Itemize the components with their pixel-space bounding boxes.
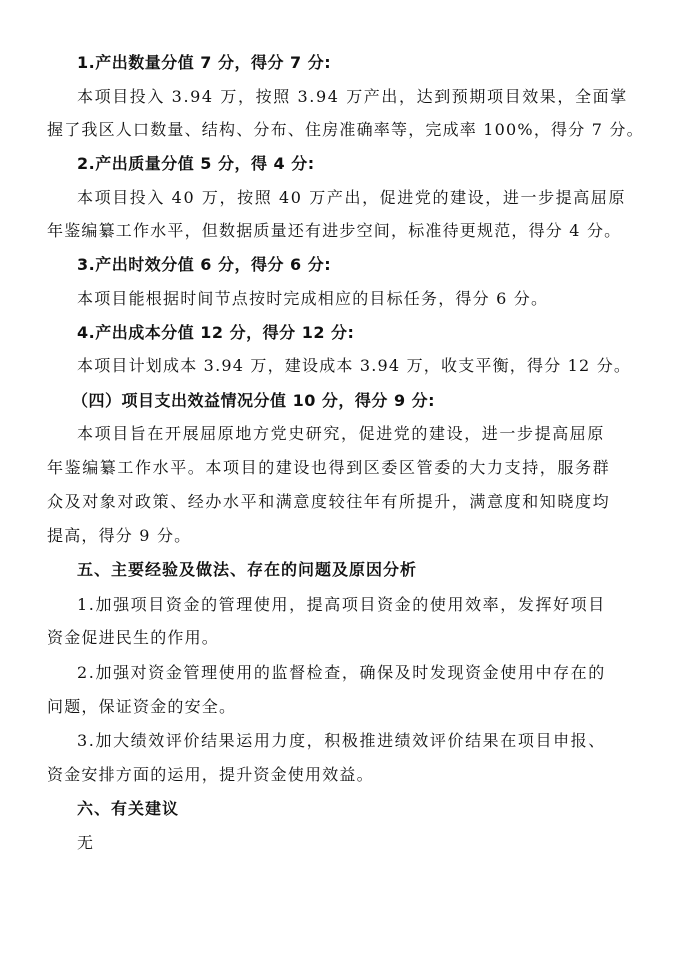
heading-output-quality: 2.产出质量分值 5 分，得 4 分: — [77, 154, 315, 173]
paragraph-line: 提高，得分 9 分。 — [47, 526, 192, 545]
paragraph-line: 握了我区人口数量、结构、分布、住房准确率等，完成率 100%，得分 7 分。 — [47, 120, 644, 139]
paragraph-line: 众及对象对政策、经办水平和满意度较往年有所提升，满意度和知晓度均 — [47, 492, 611, 511]
paragraph-line: 本项目计划成本 3.94 万，建设成本 3.94 万，收支平衡，得分 12 分。 — [77, 356, 632, 375]
paragraph-line: 年鉴编纂工作水平，但数据质量还有进步空间，标准待更规范，得分 4 分。 — [47, 221, 622, 240]
heading-output-timeliness: 3.产出时效分值 6 分，得分 6 分: — [77, 255, 332, 274]
paragraph-line: 3.加大绩效评价结果运用力度，积极推进绩效评价结果在项目申报、 — [77, 731, 606, 750]
paragraph-line: 本项目能根据时间节点按时完成相应的目标任务，得分 6 分。 — [77, 289, 549, 308]
paragraph-line: 1.加强项目资金的管理使用，提高项目资金的使用效率，发挥好项目 — [77, 595, 606, 614]
paragraph-line: 无 — [77, 833, 95, 852]
section-title-six: 六、有关建议 — [77, 799, 180, 818]
heading-output-quantity: 1.产出数量分值 7 分，得分 7 分: — [77, 53, 332, 72]
paragraph-line: 资金促进民生的作用。 — [47, 628, 220, 647]
paragraph-line: 年鉴编纂工作水平。本项目的建设也得到区委区管委的大力支持，服务群 — [47, 458, 611, 477]
section-title-five: 五、主要经验及做法、存在的问题及原因分析 — [77, 560, 418, 579]
heading-benefit: （四）项目支出效益情况分值 10 分，得分 9 分: — [72, 391, 436, 410]
paragraph-line: 资金安排方面的运用，提升资金使用效益。 — [47, 765, 374, 784]
paragraph-line: 本项目投入 3.94 万，按照 3.94 万产出，达到预期项目效果，全面掌 — [77, 87, 628, 106]
paragraph-line: 问题，保证资金的安全。 — [47, 697, 237, 716]
paragraph-line: 本项目旨在开展屈原地方党史研究，促进党的建设，进一步提高屈原 — [77, 424, 606, 443]
heading-output-cost: 4.产出成本分值 12 分，得分 12 分: — [77, 323, 355, 342]
paragraph-line: 2.加强对资金管理使用的监督检查，确保及时发现资金使用中存在的 — [77, 663, 606, 682]
paragraph-line: 本项目投入 40 万，按照 40 万产出，促进党的建设，进一步提高屈原 — [77, 188, 627, 207]
